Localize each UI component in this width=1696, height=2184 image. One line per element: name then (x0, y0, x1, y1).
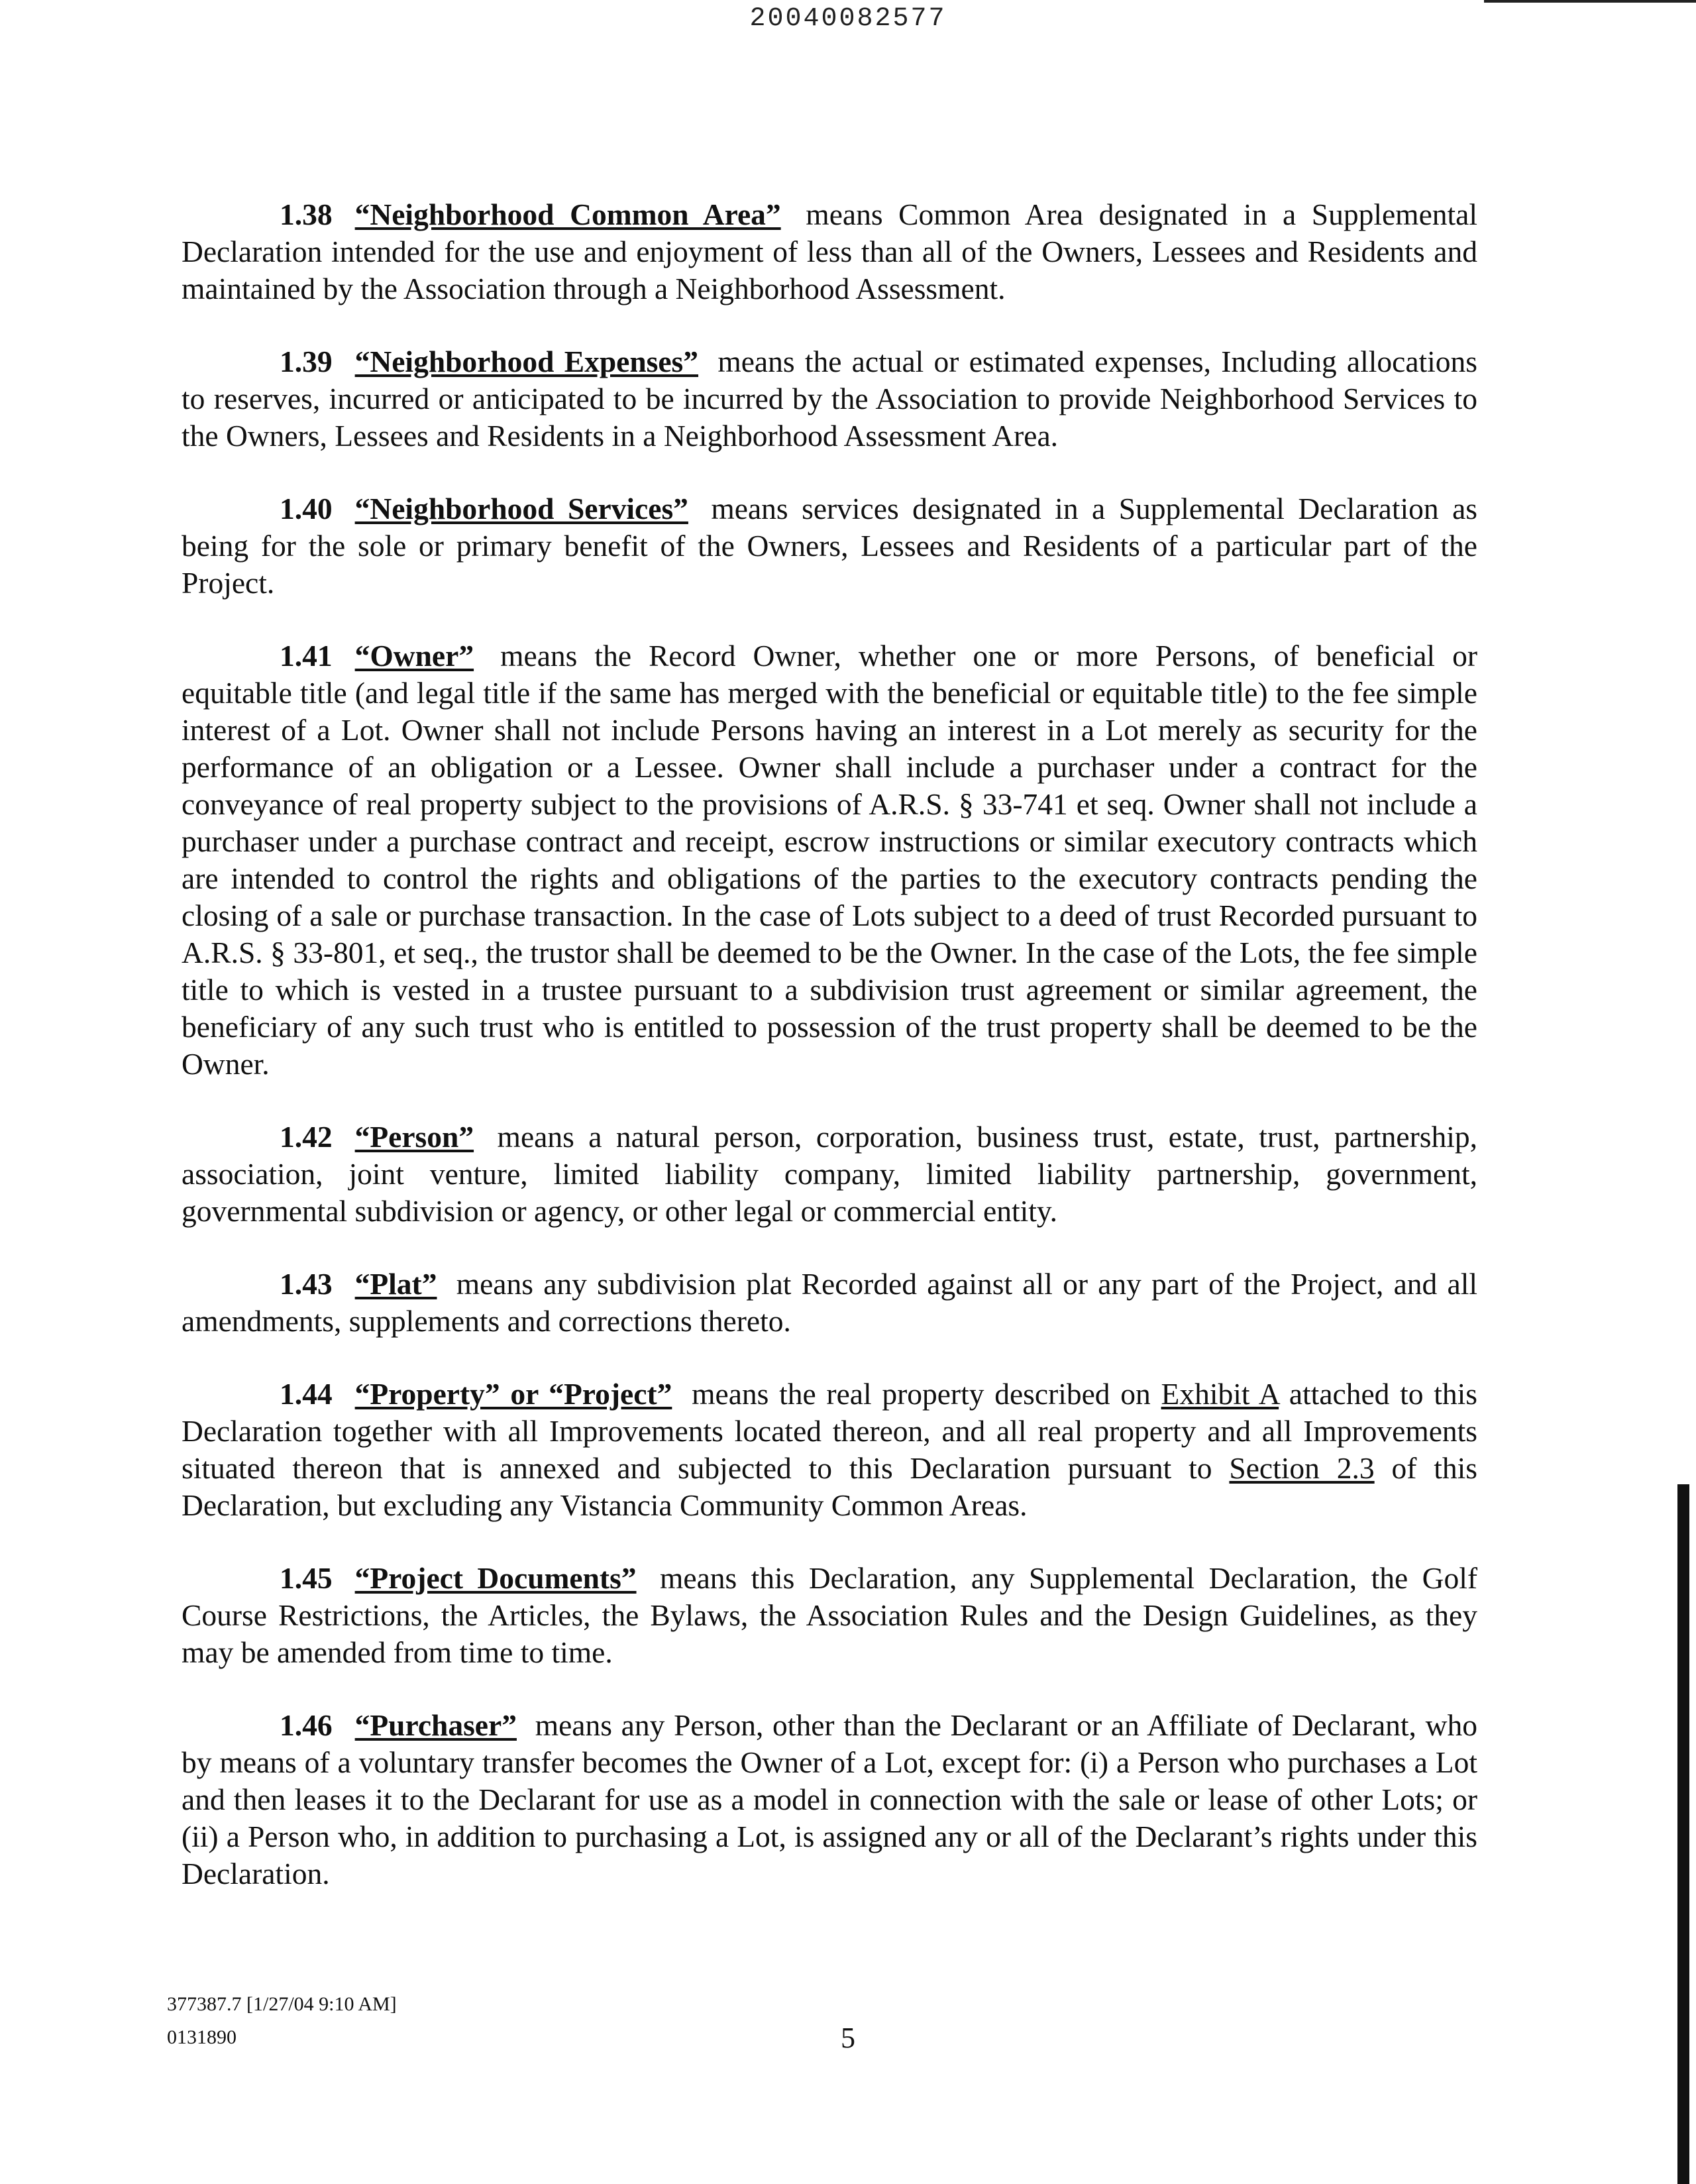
section-text: means a natural person, corporation, business trust, estate, trust, partnership, association, joint venture, limited liability company, limited liability partnership, government, governmental subdivision or agency, or other legal or commercial entity. (182, 1120, 1477, 1228)
section-text: means the actual or estimated expenses, Including allocations to reserves, incurred or anticipated to be incurred by the Association to provide Neighborhood Services to the Owners, Lessees and Residents in a Neighborhood Assessment Area. (182, 345, 1478, 453)
defined-term: “Neighborhood Expenses” (354, 345, 699, 378)
scan-edge-bar (1677, 1484, 1689, 2184)
defined-term: “Neighborhood Common Area” (354, 197, 781, 231)
scan-top-rule (1484, 0, 1696, 3)
section-number: 1.39 (280, 345, 333, 378)
section-2-3-reference: Section 2.3 (1229, 1451, 1375, 1485)
section-text: means any subdivision plat Recorded against all or any part of the Project, and all amendments, supplements and corrections thereto. (182, 1267, 1478, 1338)
section-1-44 (182, 1376, 1477, 1524)
defined-term: “Owner” (354, 639, 474, 673)
defined-term: “Plat” (354, 1267, 437, 1301)
section-1-39 (182, 343, 1477, 455)
recording-number: 20040082577 (749, 4, 947, 34)
page-number: 5 (841, 2022, 855, 2054)
section-text: means the Record Owner, whether one or more Persons, of beneficial or equitable title (and legal title if the same has merged with the beneficial or equitable title) to the fee simple interest of a Lot. Owner shall not include Persons having an interest in a Lot merely as security for the performance of an obligation or a Lessee. Owner shall include a purchaser under a contract for the conveyance of real property subject to the provisions of A.R.S. § 33-741 et seq. Owner shall not include a purchaser under a purchase contract and receipt, escrow instructions or similar executory contracts which are intended to control the rights and obligations of the parties to the executory contracts pending the closing of a sale or purchase transaction. In the case of Lots subject to a deed of trust Recorded pursuant to A.R.S. § 33-801, et seq., the trustor shall be deemed to be the Owner. In the case of the Lots, the fee simple title to which is vested in a trustee pursuant to a subdivision trust agreement or similar agreement, the beneficiary of any such trust who is entitled to possession of the trust property shall be deemed to be the Owner. (182, 639, 1478, 1081)
section-number: 1.44 (280, 1377, 333, 1411)
document-reference: 377387.7 [1/27/04 9:10 AM] (167, 1993, 397, 2015)
defined-term: “Project Documents” (354, 1561, 637, 1595)
defined-term: “Purchaser” (354, 1708, 517, 1742)
section-1-45 (182, 1560, 1477, 1671)
section-number: 1.42 (280, 1120, 333, 1154)
section-text: means Common Area designated in a Supplemental Declaration intended for the use and enjoyment of less than all of the Owners, Lessees and Residents and maintained by the Association through a Neighborhood Assessment. (182, 197, 1477, 305)
defined-term: “Neighborhood Services” (354, 492, 688, 525)
section-text: means services designated in a Supplemental Declaration as being for the sole or primary benefit of the Owners, Lessees and Residents of a particular part of the Project. (182, 492, 1478, 600)
section-text: means this Declaration, any Supplemental Declaration, the Golf Course Restrictions, the Articles, the Bylaws, the Association Rules and the Design Guidelines, as they may be amended from time to time. (182, 1561, 1478, 1669)
exhibit-a-reference: Exhibit A (1161, 1377, 1279, 1411)
section-1-38 (182, 196, 1477, 307)
document-body (182, 196, 1477, 1928)
section-number: 1.46 (280, 1708, 333, 1742)
defined-term: “Property” or “Project” (354, 1377, 672, 1411)
defined-term: “Person” (354, 1120, 474, 1154)
section-text: means any Person, other than the Declarant or an Affiliate of Declarant, who by means of a voluntary transfer becomes the Owner of a Lot, except for: (i) a Person who purchases a Lot and then leases it to the Declarant for use as a model in connection with the sale or lease of other Lots; or (ii) a Person who, in addition to purchasing a Lot, is assigned any or all of the Declarant’s rights under this Declaration. (182, 1708, 1477, 1890)
section-number: 1.38 (280, 197, 333, 231)
section-number: 1.43 (280, 1267, 333, 1301)
section-text: means the real property described on (692, 1377, 1151, 1411)
section-1-42 (182, 1119, 1477, 1230)
section-1-41 (182, 637, 1477, 1083)
document-code: 0131890 (167, 2026, 237, 2048)
section-1-43 (182, 1266, 1477, 1340)
section-text: attached to this Declaration together with all Improvements located thereon, and all real property and all Improvements situated thereon that is annexed and subjected to this Declaration pursuant to (182, 1377, 1478, 1485)
section-1-40 (182, 490, 1477, 602)
section-number: 1.45 (280, 1561, 333, 1595)
section-1-46 (182, 1707, 1477, 1892)
section-number: 1.40 (280, 492, 333, 525)
section-number: 1.41 (280, 639, 333, 673)
section-text: of this Declaration, but excluding any Vistancia Community Common Areas. (182, 1451, 1478, 1522)
